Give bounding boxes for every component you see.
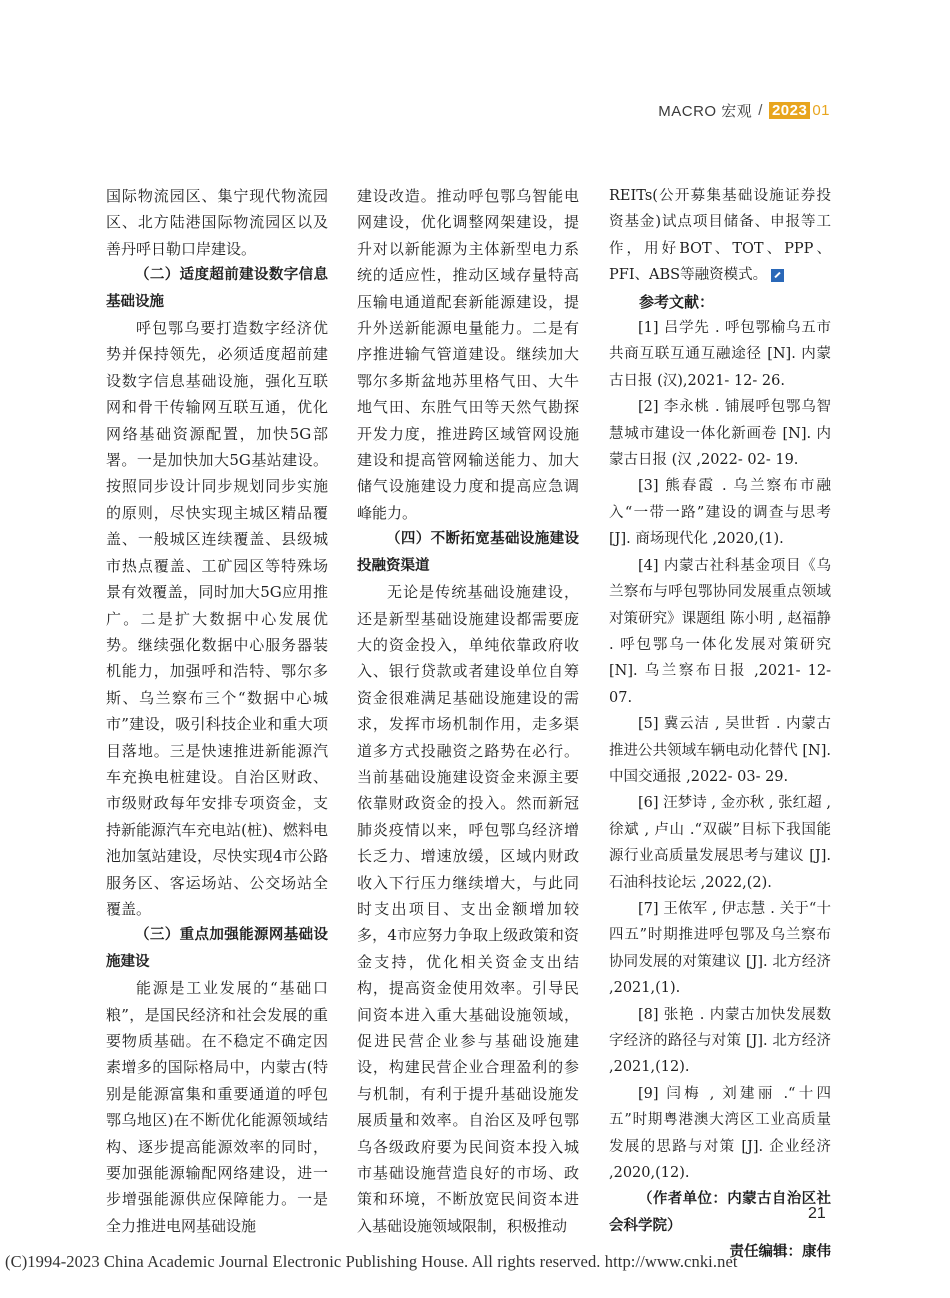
paragraph: 无论是传统基础设施建设，还是新型基础设施建设都需要庞大的资金投入，单纯依靠政府收入、银行贷款或者建设单位自筹资金很难满足基础设施建设的需求，发挥市场机制作用，走多渠道多方式投融资之路势在必行。当前基础设施建设资金来源主要依靠财政资金的投入。然而新冠肺炎疫情以来，呼包鄂乌经济增长乏力、增速放缓，区域内财政收入下行压力继续增大，与此同时支出项目、支出金额增加较多，4市应努力争取上级政策和资金支持，优化相关资金支出结构，提高资金使用效率。引导民间资本进入重大基础设施领域，促进民营企业参与基础设施建设，构建民营企业合理盈利的参与机制，有利于提升基础设施发展质量和效率。自治区及呼包鄂乌各级政府要为民间资本投入城市基础设施营造良好的市场、政策和环境，不断放宽民间资本进入基础设施领域限制，积极推动 bbox=[357, 583, 579, 1235]
reference-item: [8] 张艳 . 内蒙古加快发展数字经济的路径与对策 [J]. 北方经济 ,2021,(12). bbox=[609, 1006, 831, 1076]
article-end-icon bbox=[771, 269, 784, 282]
continuation-text: REITs(公开募集基础设施证券投资基金)试点项目储备、申报等工作，用好BOT、TOT、PPP、PFI、ABS等融资模式。 bbox=[609, 188, 831, 284]
paragraph bbox=[609, 183, 831, 289]
paragraph: 国际物流园区、集宁现代物流园区、北方陆港国际物流园区以及善丹呼日勒口岸建设。 bbox=[106, 187, 328, 258]
references-title: 参考文献： bbox=[639, 292, 715, 311]
reference-item: [5] 冀云洁 , 吴世哲 . 内蒙古推进公共领域车辆电动化替代 [N]. 中国交通报 ,2022- 03- 29. bbox=[609, 716, 831, 785]
reference-item: [7] 王侬军 , 伊志慧 . 关于“十四五”时期推进呼包鄂及乌兰察布协同发展的对策建议 [J]. 北方经济 ,2021,(1). bbox=[609, 900, 831, 997]
page-number: 21 bbox=[808, 1205, 826, 1222]
reference-item: [2] 李永桃 . 铺展呼包鄂乌智慧城市建设一体化新画卷 [N]. 内蒙古日报 (汉 ,2022- 02- 19. bbox=[609, 399, 831, 469]
column-3 bbox=[609, 183, 831, 1266]
reference-item: [3] 熊春霞 . 乌兰察布市融入“一带一路”建设的调查与思考 [J]. 商场现代化 ,2020,(1). bbox=[609, 478, 831, 548]
magazine-name: MACRO 宏观 bbox=[658, 103, 753, 120]
reference-item: [6] 汪梦诗 , 金亦秋 , 张红超 , 徐斌 , 卢山 .“双碳”目标下我国能源行业高质量发展思考与建议 [J]. 石油科技论坛 ,2022,(2). bbox=[609, 795, 831, 891]
paragraph: 呼包鄂乌要打造数字经济优势并保持领先，必须适度超前建设数字信息基础设施，强化互联网和骨干传输网互联互通，优化网络基础资源配置，加快5G部署。一是加快加大5G基站建设。按照同步设计同步规划同步实施的原则，尽快实现主城区精品覆盖、一般城区连续覆盖、县级城市热点覆盖、工矿园区等特殊场景有效覆盖，同时加大5G应用推广。二是扩大数据中心发展优势。继续强化数据中心服务器装机能力，加强呼和浩特、鄂尔多斯、乌兰察布三个“数据中心城市”建设，吸引科技企业和重大项目落地。三是快速推进新能源汽车充换电桩建设。自治区财政、市级财政每年安排专项资金，支持新能源汽车充电站(桩)、燃料电池加氢站建设，尽快实现4市公路服务区、客运场站、公交场站全覆盖。 bbox=[106, 319, 328, 918]
author-affiliation: （作者单位：内蒙古自治区社会科学院） bbox=[609, 1191, 831, 1234]
reference-item: [1] 吕学先 . 呼包鄂榆乌五市共商互联互通互融途径 [N]. 内蒙古日报 (汉),2021- 12- 26. bbox=[609, 320, 831, 389]
section-heading: （四）不断拓宽基础设施建设投融资渠道 bbox=[357, 531, 579, 574]
reference-item: [9] 闫梅 , 刘建丽 .“十四五”时期粤港澳大湾区工业高质量发展的思路与对策 [J]. 企业经济 ,2020,(12). bbox=[609, 1085, 831, 1182]
section-heading: （三）重点加强能源网基础设施建设 bbox=[106, 927, 328, 970]
column-2 bbox=[357, 183, 579, 1239]
header-slash: / bbox=[758, 102, 763, 119]
running-header bbox=[658, 100, 830, 121]
section-heading: （二）适度超前建设数字信息基础设施 bbox=[106, 267, 328, 310]
header-year: 2023 bbox=[769, 102, 810, 119]
reference-item: [4] 内蒙古社科基金项目《乌兰察布与呼包鄂协同发展重点领域对策研究》课题组 陈小明 , 赵福静 . 呼包鄂乌一体化发展对策研究 [N]. 乌兰察布日报 ,2021- 12- 07. bbox=[609, 557, 831, 706]
header-issue: 01 bbox=[812, 102, 830, 119]
paragraph: 建设改造。推动呼包鄂乌智能电网建设，优化调整网架建设，提升对以新能源为主体新型电力系统的适应性，推动区域存量特高压输电通道配套新能源建设，提升外送新能源电量能力。二是有序推进输气管道建设。继续加大鄂尔多斯盆地苏里格气田、大牛地气田、东胜气田等天然气勘探开发力度，推进跨区域管网设施建设和提高管网输送能力、加大储气设施建设力度和提高应急调峰能力。 bbox=[357, 187, 579, 522]
responsible-editor: 责任编辑：康伟 bbox=[729, 1244, 831, 1261]
paragraph: 能源是工业发展的“基础口粮”，是国民经济和社会发展的重要物质基础。在不稳定不确定因素增多的国际格局中，内蒙古(特别是能源富集和重要通道的呼包鄂乌地区)在不断优化能源领域结构、逐步提高能源效率的同时，要加强能源输配网络建设，进一步增强能源供应保障能力。一是全力推进电网基础设施 bbox=[106, 979, 328, 1235]
column-1 bbox=[106, 183, 328, 1239]
copyright-footer: (C)1994-2023 China Academic Journal Electronic Publishing House. All rights reserved. http://www.cnki.net bbox=[5, 1252, 738, 1271]
